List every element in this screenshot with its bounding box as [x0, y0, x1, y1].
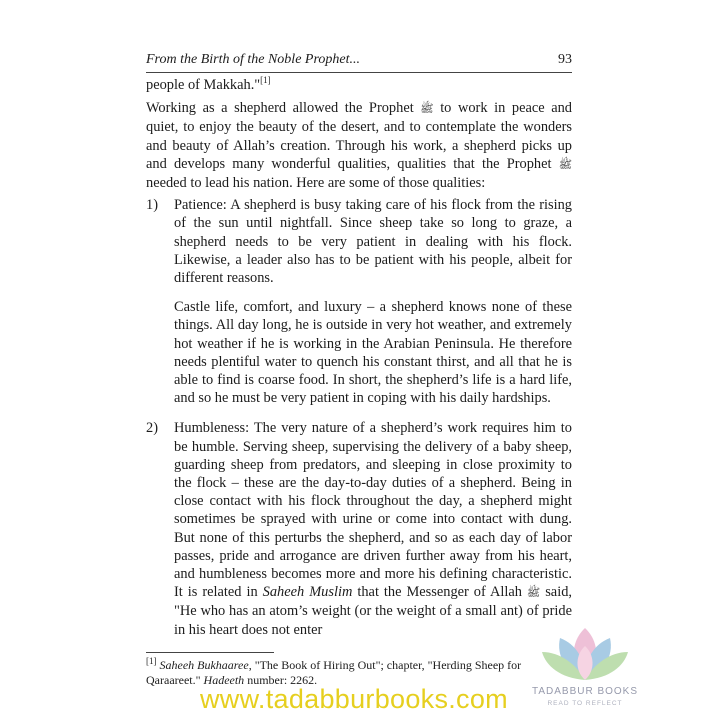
continuation-line: people of Makkah."[1]: [146, 75, 271, 93]
lotus-icon: [530, 620, 640, 686]
publisher-logo: [530, 620, 640, 720]
footnote-marker: [1]: [146, 656, 157, 666]
watermark-url: www.tadabburbooks.com: [200, 684, 508, 714]
salawat-glyph: ﷺ: [558, 158, 572, 171]
list-item-text: Patience: A shepherd is busy taking care of his flock from the rising of the sun until nightfall. Since sheep take so long to graze, a shepherd needs to be very patient in dealing with his flock. Likewise, a leader also has to be patient with his people, albeit for different reasons.: [174, 197, 572, 287]
intro-paragraph: Working as a shepherd allowed the Prophet ﷺ to work in peace and quiet, to enjoy the beauty of the desert, and to contemplate the wonders and beauty of Allah’s creation. Through his work, a shepherd picks up and develops many wonderful qualities, qualities that the Prophet ﷺ needed to lead his nation. Here are some of those qualities:: [146, 100, 572, 192]
list-number: 1): [146, 197, 158, 214]
source-title: Saheeh Muslim: [262, 584, 353, 601]
footnote-source: Saheeh Bukhaaree: [159, 658, 249, 672]
logo-tagline: READ TO REFLECT: [547, 700, 623, 707]
list-item-text: Humbleness: The very nature of a shepherd’s work requires him to be humble. Serving sheep, supervising the delivery of a baby sheep, guarding sheep from predators, and sleeping in close proximity to the flock – these are the day-to-day duties of a shepherd. Being in close contact with his flock throughout the day, a shepherd might sometimes be sprayed with urine or come into contact with dung. But none of this perturbs the shepherd, and so as each day of labor passes, pride and arrogance are driven further away from his heart, and humbleness becomes more and more his defining characteristic. It is related in Saheeh Muslim that the Messenger of Allah ﷺ said, "He who has an atom’s weight (or the weight of a small ant) of pride in his heart does not enter: [174, 420, 572, 638]
list-item-humbleness: [146, 419, 572, 638]
footnote-ref: [1]: [260, 75, 271, 86]
page-number: 93: [558, 52, 572, 67]
running-title: From the Birth of the Noble Prophet...: [146, 52, 360, 67]
list-number: 2): [146, 420, 158, 437]
body-text: [146, 76, 572, 651]
running-header: [146, 50, 572, 73]
footnote: [1] Saheeh Bukhaaree, "The Book of Hiring Out"; chapter, "Herding Sheep for Qaraareet." Hadeeth number: 2262.: [146, 656, 522, 687]
salawat-glyph: ﷺ: [420, 103, 434, 116]
list-item-subparagraph: Castle life, comfort, and luxury – a shepherd knows none of these things. All day long, he is outside in very hot weather, and extremely hot weather if he is working in the Arabian Peninsula. He therefore needs plentiful water to quench his constant thirst, and all that he is able to find is coarse food. In short, the shepherd’s life is a hard life, and so he must be very patient in coping with his daily hardships.: [174, 299, 572, 407]
salawat-glyph: ﷺ: [526, 587, 541, 600]
logo-brand: TADABBUR BOOKS: [531, 686, 639, 697]
footnote-rule: [146, 652, 274, 653]
list-item-patience: [146, 196, 572, 407]
